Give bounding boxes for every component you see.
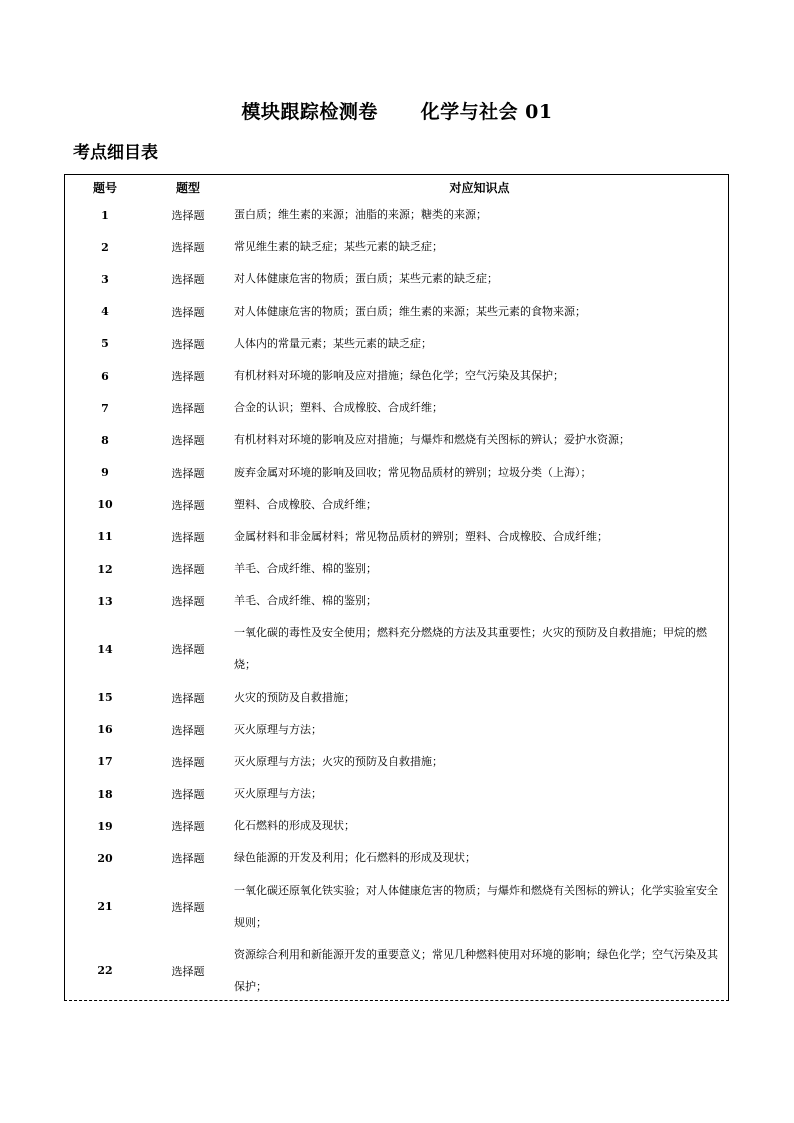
knowledge-points: 金属材料和非金属材料；常见物品质材的辨别；塑料、合成橡胶、合成纤维；: [234, 529, 608, 543]
question-type: 选择题: [171, 900, 205, 914]
question-type: 选择题: [171, 273, 205, 287]
question-type: 选择题: [171, 788, 205, 802]
knowledge-points: 火灾的预防及自救措施；: [234, 690, 355, 704]
knowledge-point-table: [64, 174, 729, 1001]
document-title: 模块跟踪检测卷 化学与社会 01: [241, 101, 553, 123]
knowledge-points: 塑料、合成橡胶、合成纤维；: [234, 497, 377, 511]
question-number: 1: [101, 208, 109, 222]
table-row: [65, 939, 728, 1003]
question-type: 选择题: [171, 434, 205, 448]
knowledge-points: 合金的认识；塑料、合成橡胶、合成纤维；: [234, 401, 443, 415]
question-number: 14: [97, 642, 113, 656]
knowledge-points: 一氧化碳的毒性及安全使用；燃料充分燃烧的方法及其重要性；火灾的预防及自救措施；甲烷的燃烧；: [234, 626, 707, 672]
question-number: 22: [97, 964, 113, 978]
table-row: [65, 296, 728, 328]
table-row: [65, 746, 728, 778]
knowledge-points: 常见维生素的缺乏症；某些元素的缺乏症；: [234, 240, 443, 254]
knowledge-points: 资源综合利用和新能源开发的重要意义；常见几种燃料使用对环境的影响；绿色化学；空气污染及其保护；: [234, 947, 718, 993]
table-row: [65, 199, 728, 231]
table-row: [65, 681, 728, 713]
table-header-row: [65, 175, 728, 199]
table-row: [65, 231, 728, 263]
table-row: [65, 875, 728, 939]
question-type: 选择题: [171, 563, 205, 577]
knowledge-points: 羊毛、合成纤维、棉的鉴别；: [234, 594, 377, 608]
question-type: 选择题: [171, 530, 205, 544]
question-type: 选择题: [171, 820, 205, 834]
knowledge-points: 灭火原理与方法；: [234, 787, 322, 801]
knowledge-points: 化石燃料的形成及现状；: [234, 819, 355, 833]
question-number: 15: [97, 691, 113, 705]
knowledge-points: 灭火原理与方法；: [234, 722, 322, 736]
table-row: [65, 617, 728, 681]
question-type: 选择题: [171, 755, 205, 769]
table-row: [65, 842, 728, 874]
header-knowledge-points: 对应知识点: [449, 180, 510, 195]
question-type: 选择题: [171, 370, 205, 384]
question-number: 7: [101, 401, 109, 415]
table-row: [65, 714, 728, 746]
question-number: 10: [97, 498, 113, 512]
knowledge-points: 羊毛、合成纤维、棉的鉴别；: [234, 562, 377, 576]
question-type: 选择题: [171, 337, 205, 351]
question-type: 选择题: [171, 964, 205, 978]
question-type: 选择题: [171, 691, 205, 705]
question-type: 选择题: [171, 402, 205, 416]
knowledge-points: 灭火原理与方法；火灾的预防及自救措施；: [234, 754, 443, 768]
table-row: [65, 457, 728, 489]
question-type: 选择题: [171, 241, 205, 255]
table-row: [65, 521, 728, 553]
question-number: 6: [101, 369, 109, 383]
question-type: 选择题: [171, 305, 205, 319]
question-number: 8: [101, 433, 109, 447]
knowledge-points: 蛋白质；维生素的来源；油脂的来源；糖类的来源；: [234, 208, 487, 222]
knowledge-points: 对人体健康危害的物质；蛋白质；某些元素的缺乏症；: [234, 272, 498, 286]
question-number: 18: [97, 787, 113, 801]
table-row: [65, 778, 728, 810]
question-number: 12: [97, 562, 113, 576]
question-number: 3: [101, 272, 109, 286]
knowledge-points: 绿色能源的开发及利用；化石燃料的形成及现状；: [234, 851, 476, 865]
table-row: [65, 585, 728, 617]
question-number: 4: [101, 305, 109, 319]
question-number: 21: [97, 900, 113, 914]
knowledge-points: 有机材料对环境的影响及应对措施；与爆炸和燃烧有关图标的辨认；爱护水资源；: [234, 433, 630, 447]
question-type: 选择题: [171, 723, 205, 737]
question-type: 选择题: [171, 498, 205, 512]
table-row: [65, 424, 728, 456]
question-type: 选择题: [171, 466, 205, 480]
question-number: 20: [97, 851, 113, 865]
question-number: 9: [101, 466, 109, 480]
question-type: 选择题: [171, 209, 205, 223]
section-heading: 考点细目表: [73, 143, 158, 163]
knowledge-points: 有机材料对环境的影响及应对措施；绿色化学；空气污染及其保护；: [234, 369, 564, 383]
question-number: 2: [101, 240, 109, 254]
question-number: 11: [97, 530, 113, 544]
table-row: [65, 810, 728, 842]
knowledge-points: 对人体健康危害的物质；蛋白质；维生素的来源；某些元素的食物来源；: [234, 304, 586, 318]
table-row: [65, 360, 728, 392]
knowledge-points: 人体内的常量元素；某些元素的缺乏症；: [234, 336, 432, 350]
table-row: [65, 392, 728, 424]
question-number: 13: [97, 594, 113, 608]
question-type: 选择题: [171, 643, 205, 657]
knowledge-points: 废弃金属对环境的影响及回收；常见物品质材的辨别；垃圾分类（上海）；: [234, 465, 592, 479]
question-number: 17: [97, 755, 113, 769]
header-question-type: 题型: [175, 180, 200, 195]
question-number: 19: [97, 819, 113, 833]
table-row: [65, 553, 728, 585]
question-number: 16: [97, 723, 113, 737]
table-row: [65, 489, 728, 521]
question-type: 选择题: [171, 595, 205, 609]
table-row: [65, 263, 728, 295]
question-number: 5: [101, 337, 109, 351]
knowledge-points: 一氧化碳还原氧化铁实验；对人体健康危害的物质；与爆炸和燃烧有关图标的辨认；化学实验室安全规则；: [234, 883, 718, 929]
header-question-number: 题号: [92, 180, 117, 195]
question-type: 选择题: [171, 852, 205, 866]
table-row: [65, 328, 728, 360]
